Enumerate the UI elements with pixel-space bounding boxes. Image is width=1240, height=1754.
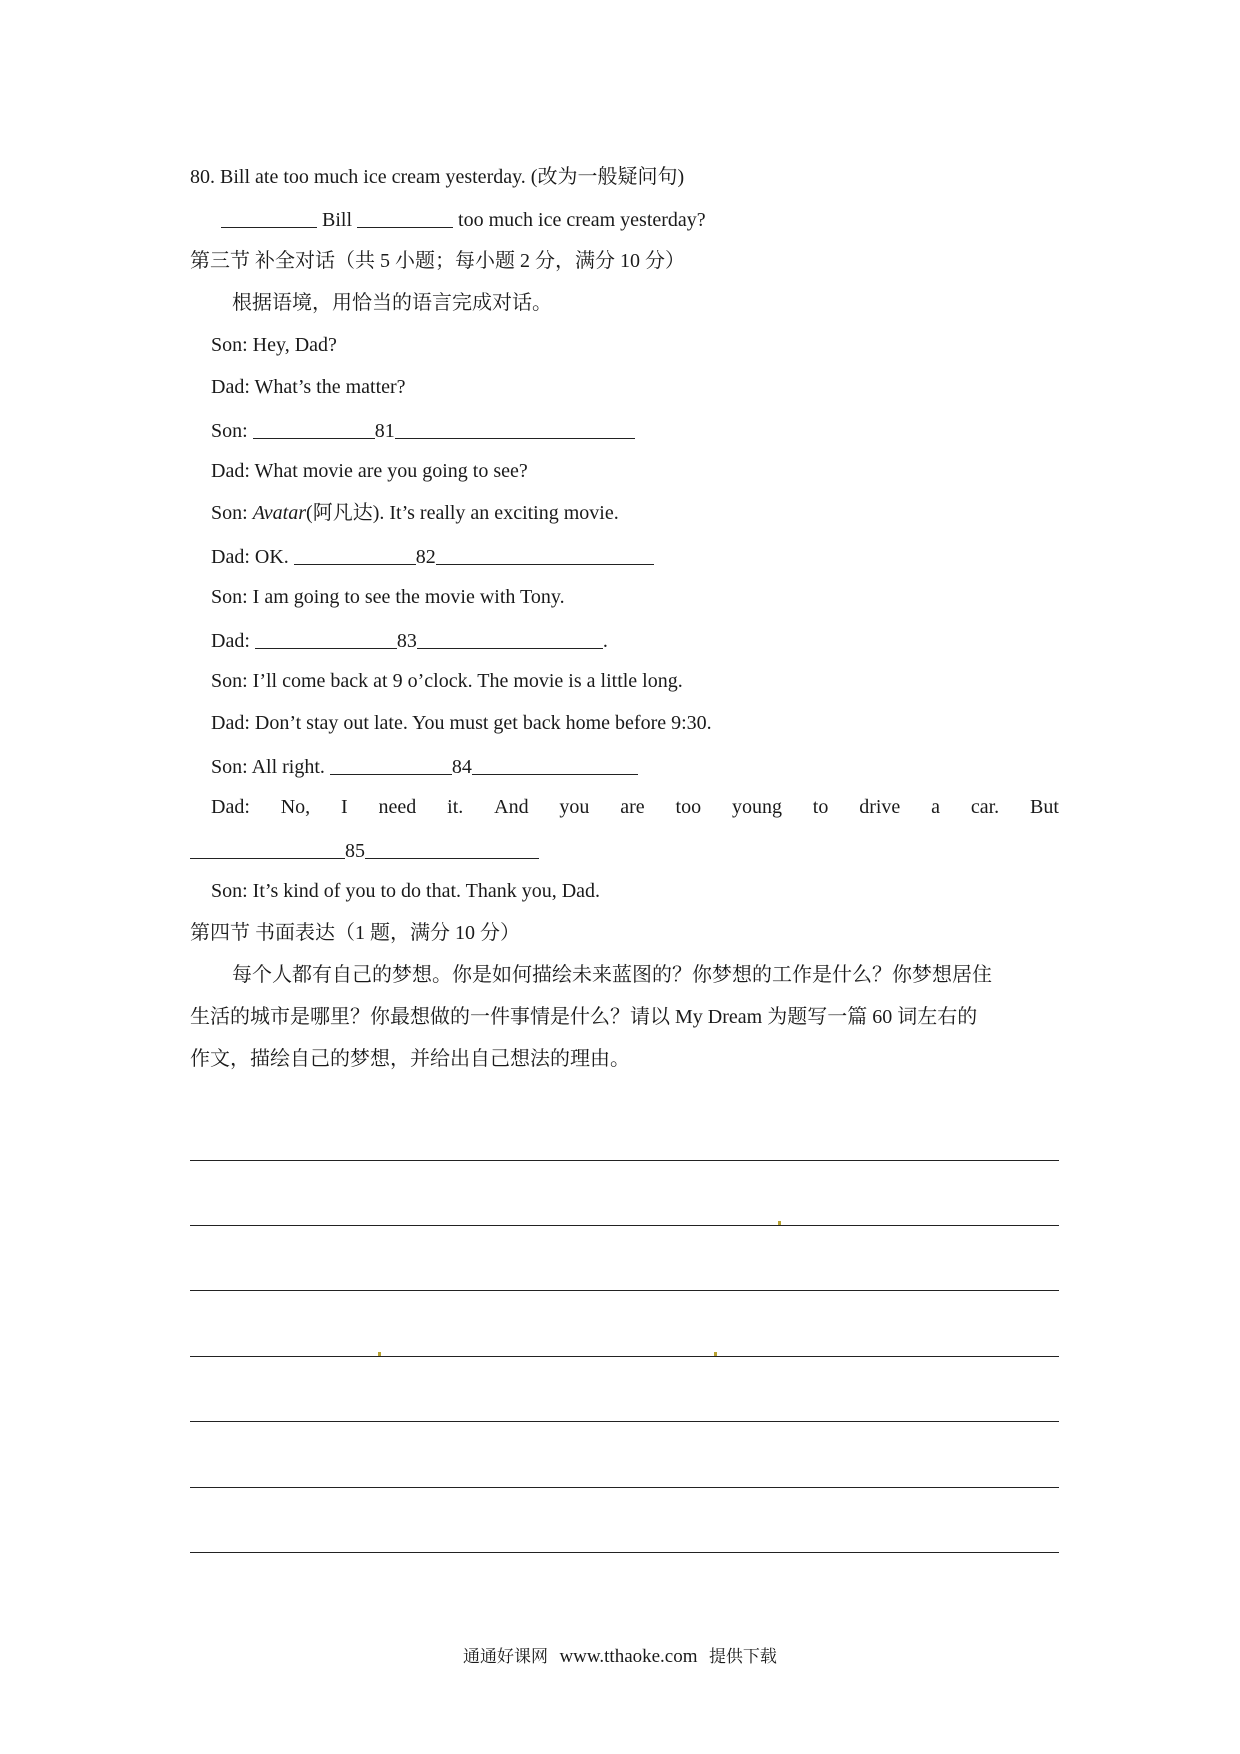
- word: I: [341, 796, 348, 818]
- dialogue-line-5: [211, 500, 619, 526]
- word: car.: [970, 796, 1000, 818]
- word: And: [494, 796, 529, 818]
- blank-83-right[interactable]: [417, 628, 603, 649]
- footer-url[interactable]: www.tthaoke.com: [559, 1646, 698, 1667]
- question-number-83: 83: [396, 630, 417, 652]
- word: are: [620, 796, 645, 818]
- word: it.: [447, 796, 464, 818]
- movie-title: Avatar: [252, 502, 307, 524]
- scan-mark: [778, 1221, 781, 1225]
- writing-line-2[interactable]: [190, 1225, 1059, 1226]
- dialogue-line-7: Son: I am going to see the movie with Tony.: [211, 586, 565, 608]
- dialogue-line-82: [211, 542, 654, 570]
- footer-download-note: 提供下载: [708, 1647, 777, 1667]
- question-number-84: 84: [451, 756, 472, 778]
- writing-line-1[interactable]: [190, 1160, 1059, 1161]
- word: No,: [280, 796, 311, 818]
- q80-answer-end: too much ice cream yesterday?: [458, 209, 706, 231]
- writing-line-7[interactable]: [190, 1552, 1059, 1553]
- speaker-son: Son: All right.: [211, 756, 325, 778]
- dialogue-line-2: Dad: What’s the matter?: [211, 376, 406, 398]
- dialogue-line-10: Dad: Don’t stay out late. You must get back home before 9:30.: [211, 712, 712, 734]
- word: young: [731, 796, 782, 818]
- blank-81-right[interactable]: [395, 418, 635, 439]
- word: to: [812, 796, 829, 818]
- blank-82-right[interactable]: [436, 544, 654, 565]
- section3-heading: 第三节 补全对话（共 5 小题；每小题 2 分，满分 10 分）: [190, 250, 685, 272]
- writing-line-6[interactable]: [190, 1487, 1059, 1488]
- dialogue-line-84: [211, 752, 638, 780]
- blank-81-left[interactable]: [253, 418, 375, 439]
- section4-para-1: 每个人都有自己的梦想。你是如何描绘未来蓝图的？你梦想的工作是什么？你梦想居住: [232, 964, 992, 986]
- footer-site-name: 通通好课网: [463, 1647, 549, 1667]
- speaker-dad: Dad: OK.: [211, 546, 289, 568]
- dialogue-line-14: Son: It’s kind of you to do that. Thank you, Dad.: [211, 880, 601, 902]
- word: a: [931, 796, 941, 818]
- blank-85-left[interactable]: [190, 838, 345, 859]
- dialogue-line-5-rest: (阿凡达). It’s really an exciting movie.: [306, 502, 619, 524]
- section4-para-3: 作文，描绘自己的梦想，并给出自己想法的理由。: [190, 1048, 630, 1070]
- section4-heading: 第四节 书面表达（1 题，满分 10 分）: [190, 922, 520, 944]
- word: too: [675, 796, 702, 818]
- speaker-son: Son:: [211, 502, 248, 524]
- speaker-son: Son:: [211, 420, 248, 442]
- blank-85-right[interactable]: [365, 838, 539, 859]
- dialogue-line-12: [211, 794, 1059, 820]
- scan-mark: [378, 1352, 381, 1356]
- scan-mark: [714, 1352, 717, 1356]
- writing-line-3[interactable]: [190, 1290, 1059, 1291]
- dialogue-line-9: Son: I’ll come back at 9 o’clock. The movie is a little long.: [211, 670, 683, 692]
- speaker-dad: Dad:: [211, 630, 250, 652]
- question-number-81: 81: [374, 420, 395, 442]
- blank-84-left[interactable]: [330, 754, 452, 775]
- section3-instruction: 根据语境，用恰当的语言完成对话。: [232, 292, 552, 314]
- word: you: [559, 796, 590, 818]
- dialogue-line-1: Son: Hey, Dad?: [211, 334, 337, 356]
- word: But: [1030, 796, 1059, 818]
- question-number-85: 85: [345, 840, 365, 862]
- blank-82-left[interactable]: [294, 544, 416, 565]
- dialogue-line-85: [190, 836, 539, 864]
- page-footer: [0, 1642, 1240, 1668]
- dialogue-line-83: [211, 626, 608, 654]
- period: .: [602, 630, 608, 652]
- blank-83-left[interactable]: [255, 628, 397, 649]
- writing-line-4[interactable]: [190, 1356, 1059, 1357]
- q80-answer-mid: Bill: [322, 209, 353, 231]
- word: drive: [859, 796, 901, 818]
- word: need: [378, 796, 417, 818]
- q80-prompt: 80. Bill ate too much ice cream yesterday. (改为一般疑问句): [190, 166, 685, 188]
- question-number-82: 82: [415, 546, 436, 568]
- section4-para-2: 生活的城市是哪里？你最想做的一件事情是什么？请以 My Dream 为题写一篇 60 词左右的: [190, 1006, 978, 1028]
- dialogue-line-81: [211, 416, 635, 444]
- dialogue-line-4: Dad: What movie are you going to see?: [211, 460, 528, 482]
- word: Dad:: [211, 796, 250, 818]
- q80-blank-2[interactable]: [357, 207, 453, 228]
- q80-answer-line: [221, 205, 706, 233]
- writing-line-5[interactable]: [190, 1421, 1059, 1422]
- blank-84-right[interactable]: [472, 754, 638, 775]
- q80-blank-1[interactable]: [221, 207, 317, 228]
